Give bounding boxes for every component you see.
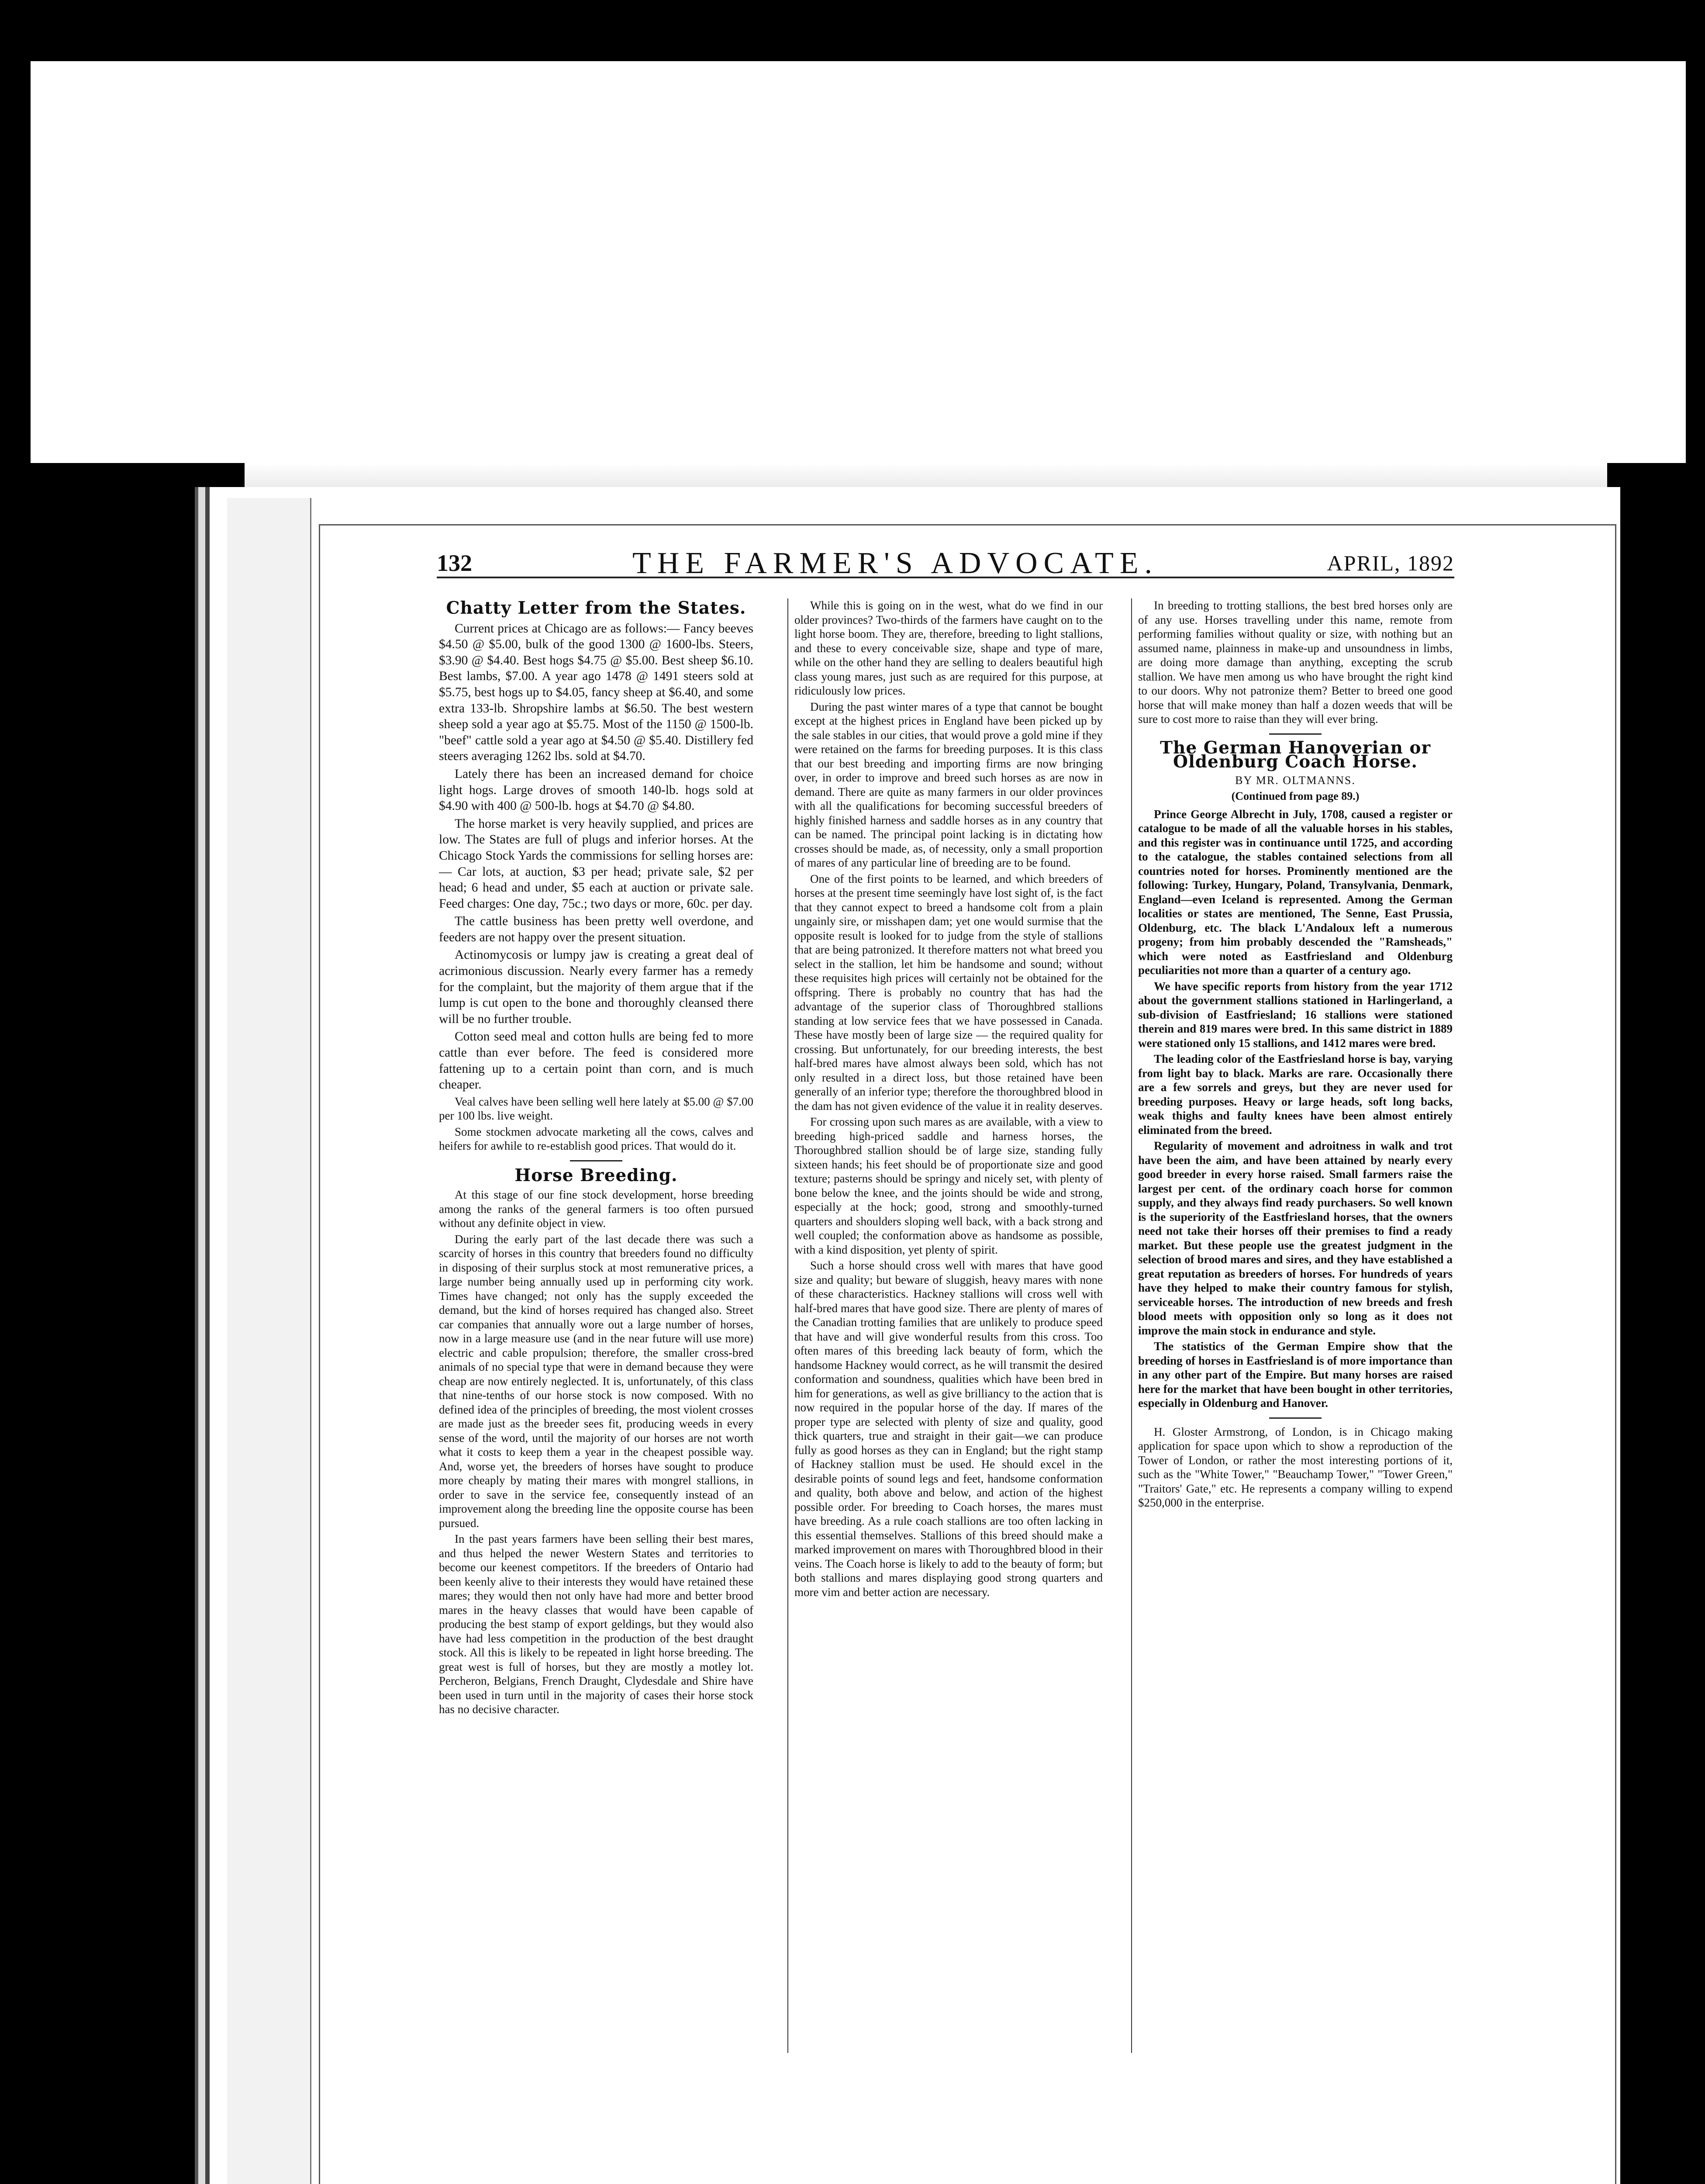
paragraph: Prince George Albrecht in July, 1708, caused a register or catalogue to be made of all the valuable horses in his stables, and this register was in continuance until 1725, and according to the catalogue, the stables contained selections from all countries noted for horses. Prominently mentioned are the following: Turkey, Hungary, Poland, Transylvania, Denmark, England—even Iceland is represented. Among the German localities or states are mentioned, The Senne, East Prussia, Oldenburg, etc. The black L'Andaloux left a numerous progeny; from him probably descended the "Ramsheads," which were noted as Eastfriesland and Oldenburg peculiarities not more than a quarter of a century ago. (1138, 807, 1453, 977)
article-body-german-hanoverian (1138, 807, 1453, 1410)
article-body-horse-breeding (439, 1188, 753, 1717)
section-divider (1269, 733, 1322, 735)
paragraph: One of the first points to be learned, and which breeders of horses at the present time seemingly have lost sight of, is the fact that they cannot expect to breed a handsome colt from a plain ungainly sire, or misshapen dam; yet one would surmise that the opposite result is looked for to judge from the style of stallions that are being patronized. It therefore matters not what breed you select in the stallion, let him be handsome and sound; without these requisites high prices will certainly not be obtained for the offspring. There is probably no country that has had the advantage of the superior class of Thoroughbred stallions standing at low service fees that we have possessed in Canada. These have mostly been of large size — the required quality for crossing. But unfortunately, for our breeding interests, the best half-bred mares have almost always been sold, which has not only resulted in a direct loss, but those retained have been generally of an inferior type; therefore the thoroughbred blood in the dam has not given evidence of the value it in reality deserves. (794, 872, 1103, 1113)
paragraph: The leading color of the Eastfriesland horse is bay, varying from light bay to black. Marks are rare. Occasionally there are a few sorrels and greys, but they are never used for breeding purposes. Heavy or large heads, soft long backs, weak thighs and faulty knees have been almost entirely eliminated from the breed. (1138, 1052, 1453, 1137)
page-number: 132 (437, 550, 472, 576)
paragraph: The cattle business has been pretty well overdone, and feeders are not happy over the present situation. (439, 914, 753, 944)
paragraph: Current prices at Chicago are as follows:— Fancy beeves $4.50 @ $5.00, bulk of the good 1300 @ 1600-lbs. Steers, $3.90 @ $4.40. Best hogs $4.75 @ $5.00. Best sheep $6.10. Best lambs, $7.00. A year ago 1478 @ 1491 steers sold at $5.75, best hogs up to $4.05, fancy sheep at $6.40, and some extra 133-lb. Shropshire lambs at $6.50. The best western sheep sold a year ago at $5.75. Most of the 1150 @ 1500-lb. "beef" cattle sold a year ago at $4.50 @ $5.40. Distillery fed steers averaging 1262 lbs. sold at $4.70. (439, 621, 753, 764)
paragraph: While this is going on in the west, what do we find in our older provinces? Two-thirds of the farmers have caught on to the light horse boom. They are, therefore, breeding to light stallions, and these to every conceivable size, shape and type of mare, while on the other hand they are selling to dealers beautiful high class young mares, just such as are required for this purpose, at ridiculously low prices. (794, 599, 1103, 697)
issue-date: APRIL, 1892 (1327, 551, 1454, 575)
paragraph: During the past winter mares of a type that cannot be bought except at the highest prices in England have been picked up by the sale stables in our cities, that would prove a gold mine if they were retained on the farms for breeding purposes. It is this class that our best breeding and importing firms are now bringing over, in order to improve and breed such horses as are now in demand. There are quite as many farmers in our older provinces with all the qualifications for becoming successful breeders of highly finished harness and saddle horses as in any country that can be named. The principal point lacking is in dictating how crosses should be made, as, of necessity, only a small proportion of mares of any particular line of breeding are to be found. (794, 700, 1103, 869)
paragraph: Actinomycosis or lumpy jaw is creating a great deal of acrimonious discussion. Nearly every farmer has a remedy for the complaint, but the majority of them argue that if the lump is cut open to the bone and thoroughly cleansed there will be no further trouble. (439, 948, 753, 1026)
paragraph: In breeding to trotting stallions, the best bred horses only are of any use. Horses travelling under this name, remote from performing families without quality or size, with nothing but an assumed name, plainness in make-up and unsoundness in limbs, are doing more damage than anything, excepting the scrub stallion. We have men among us who have brought the right kind to our doors. Why not patronize them? Better to breed one good horse that will make money than half a dozen weeds that will be sure to cost more to raise than they will ever bring. (1138, 599, 1453, 726)
section-divider (570, 1160, 622, 1161)
section-divider (1269, 1417, 1322, 1419)
byline: BY MR. OLTMANNS. (1235, 774, 1356, 787)
scan-margin-top (31, 61, 1686, 463)
paragraph: The horse market is very heavily supplied, and prices are low. The States are full of plugs and inferior horses. At the Chicago Stock Yards the commissions for selling horses are:— Car lots, at auction, $3 per head; private sale, $2 per head; 6 head and under, $5 each at auction or private sale. Feed charges: One day, 75c.; two days or more, 60c. per day. (439, 816, 753, 911)
paragraph: In the past years farmers have been selling their best mares, and thus helped the newer Western States and territories to become our keenest competitors. If the breeders of Ontario had been keenly alive to their interests they would have retained these mares; they would then not only have had more and better brood mares in the heavy classes that would have been capable of producing the best stamp of export geldings, but they would also have had less competition in the production of the best draught stock. All this is likely to be repeated in light horse breeding. The great west is full of horses, but they are mostly a motley lot. Percheron, Belgians, French Draught, Clydesdale and Shire have been used in turn until in the majority of cases their horse stock has no decisive character. (439, 1532, 753, 1716)
column-1 (439, 598, 753, 2053)
article-title-chatty-letter: Chatty Letter from the States. (446, 598, 746, 618)
paragraph: For crossing upon such mares as are available, with a view to breeding high-priced saddle and harness horses, the Thoroughbred stallion should be of large size, standing fully sixteen hands; his feet should be of proportionate size and good texture; pasterns should be springy and nicely set, with plenty of bone below the knee, and the joints should be wide and strong, especially at the hock; good, strong and smoothly-turned quarters and shoulders sloping well back, with a back strong and well coupled; the conformation above as handsome as possible, with a kind disposition, yet plenty of spirit. (794, 1115, 1103, 1256)
paragraph: Veal calves have been selling well here lately at $5.00 @ $7.00 per 100 lbs. live weight. (439, 1095, 753, 1123)
article-title-horse-breeding: Horse Breeding. (514, 1165, 678, 1185)
masthead: THE FARMER'S ADVOCATE. (632, 546, 1159, 580)
paragraph: Cotton seed meal and cotton hulls are being fed to more cattle than ever before. The feed is considered more fattening up to a certain point than corn, and is much cheaper. (439, 1030, 753, 1092)
paragraph: Such a horse should cross well with mares that have good size and quality; but beware of sluggish, heavy mares with none of these characteristics. Hackney stallions will cross well with half-bred mares that have good size. There are plenty of mares of the Canadian trotting families that are unlikely to produce speed that have and will give wonderful results from this cross. Too often mares of this breeding lack beauty of form, which the handsome Hackney would correct, as he will transmit the desired conformation and soundness, qualities which have been bred in him for generations, as well as give brilliancy to the action that is now required in the popular horse of the day. If mares of the proper type are selected with plenty of size and quality, good thick quarters, true and straight in their gait—we can produce fully as good horses as they can in England; but the right stamp of Hackney stallion must be used. He should excel in the desirable points of sound legs and feet, handsome conformation and quality, both above and below, and action of the highest possible order. For breeding to Coach horses, the mares must have breeding. As a rule coach stallions are too often lacking in this essential themselves. Stallions of this breed should make a marked improvement on mares with Thoroughbred blood in their veins. The Coach horse is likely to add to the beauty of form; but both stallions and mares displaying good strong quarters and more vim and better action are necessary. (794, 1259, 1103, 1599)
paragraph: We have specific reports from history from the year 1712 about the government stallions stationed in Harlingerland, a sub-division of Eastfriesland; 16 stallions were stationed therein and 819 mares were bred. In this same district in 1889 were stationed only 15 stallions, and 1412 mares were bred. (1138, 979, 1453, 1050)
paragraph: During the early part of the last decade there was such a scarcity of horses in this country that breeders found no difficulty in disposing of their surplus stock at most remunerative prices, a large number being annually used up in performing city work. Times have changed; not only has the supply exceeded the demand, but the kind of horses required has changed also. Street car companies that annually wore out a large number of horses, now in a large measure use (and in the near future will use more) electric and cable propulsion; therefore, the smaller cross-bred animals of no special type that were in demand because they were cheap are now entirely neglected. It is, unfortunately, of this class that nine-tenths of our horse stock is now composed. With no defined idea of the principles of breeding, the most violent crosses are made just as the breeder sees fit, producing weeds in every sense of the word, until the majority of our horses are not worth what it costs to keep them a year in the cheapest possible way. And, worse yet, the breeders of horses have sought to produce more cheaply by mating their mares with mongrel stallions, in order to save in the service fee, consequently instead of an improvement along the breeding line the opposite course has been pursued. (439, 1232, 753, 1530)
article-title-german-hanoverian: The German Hanoverian or Oldenburg Coach Horse. (1160, 737, 1431, 772)
continued-note: (Continued from page 89.) (1231, 790, 1360, 802)
binding-strip (227, 498, 311, 2184)
column-2 (787, 598, 1103, 2053)
paragraph: Some stockmen advocate marketing all the cows, calves and heifers for awhile to re-establish good prices. That would do it. (439, 1125, 753, 1153)
column-3 (1131, 598, 1453, 2053)
paragraph: Regularity of movement and adroitness in walk and trot have been the aim, and have been attained by nearly every good breeder in every horse raised. Small farmers raise the largest per cent. of the ordinary coach horse for common supply, and they always find ready purchasers. So well known is the superiority of the Eastfriesland horses, that the owners need not take their horses off their premises to find a ready market. But these people use the greatest judgment in the selection of brood mares and sires, and they have established a great reputation as breeders of horses. For hundreds of years have they helped to make their country famous for stylish, serviceable horses. The introduction of new breeds and fresh blood meets with opposition only so long as it does not improve the main stock in endurance and style. (1138, 1139, 1453, 1337)
page-header (437, 546, 1454, 578)
paragraph: Lately there has been an increased demand for choice light hogs. Large droves of smooth 140-lb. hogs sold at $4.90 with 400 @ 500-lb. hogs at $4.70 @ $4.80. (439, 767, 753, 813)
paragraph: At this stage of our fine stock development, horse breeding among the ranks of the general farmers is too often pursued without any definite object in view. (439, 1188, 753, 1230)
paragraph: The statistics of the German Empire show that the breeding of horses in Eastfriesland is of more importance than in any other part of the Empire. But many horses are raised here for the market that have been bought in other territories, especially in Oldenburg and Hanover. (1138, 1340, 1453, 1410)
armstrong-note: H. Gloster Armstrong, of London, is in Chicago making application for space upon which to show a reproduction of the Tower of London, or rather the most interesting portions of it, such as the "White Tower," "Beauchamp Tower," "Tower Green," "Traitors' Gate," etc. He represents a company willing to expend $250,000 in the enterprise. (1138, 1425, 1453, 1509)
article-body-chatty-letter (439, 621, 753, 1153)
